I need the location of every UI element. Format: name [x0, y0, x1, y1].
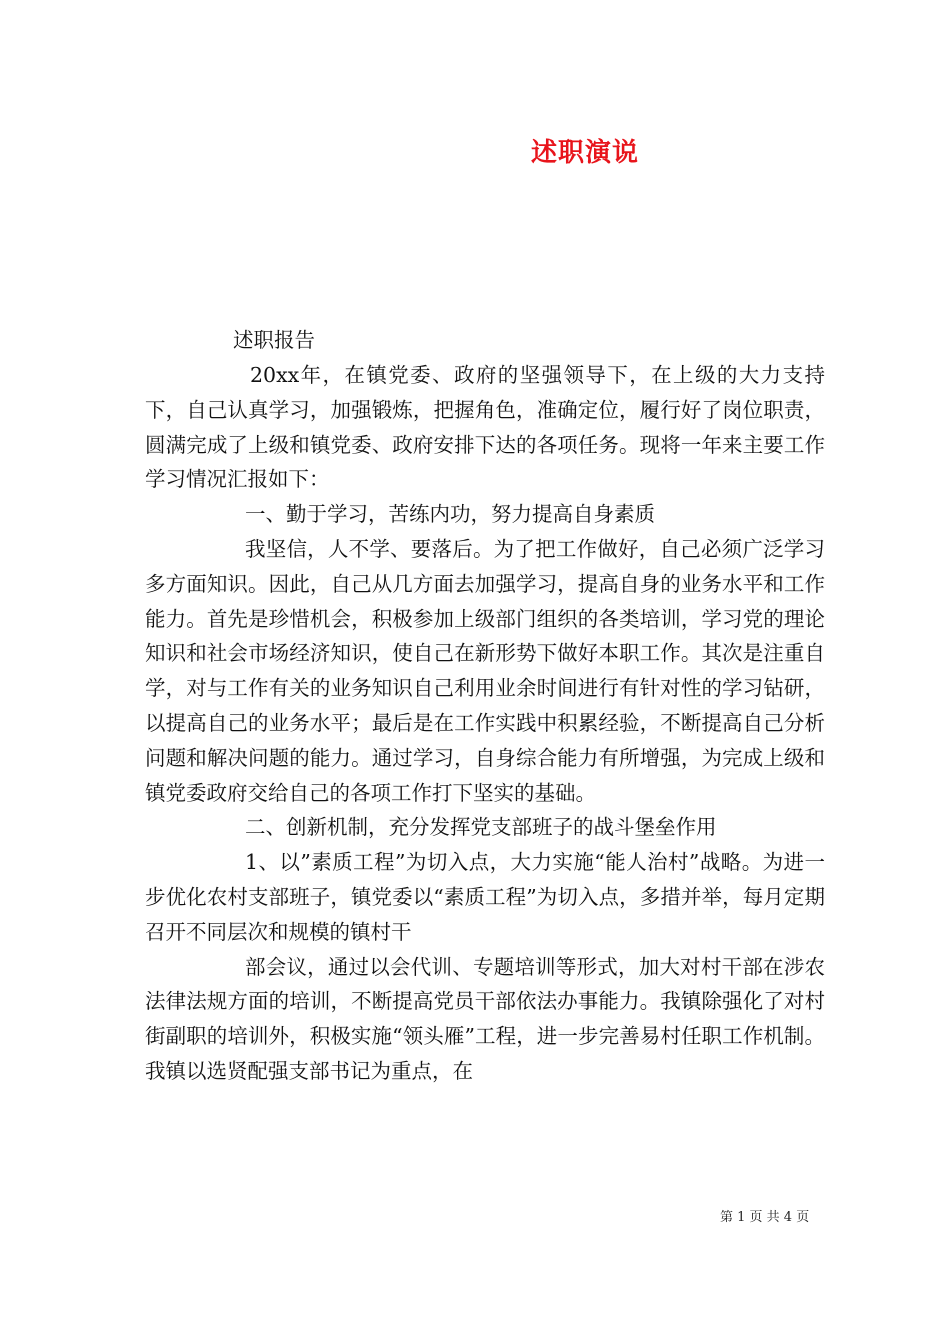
- paragraph: 部会议，通过以会代训、专题培训等形式，加大对村干部在涉农法律法规方面的培训，不断提高党员干部依法办事能力。我镇除强化了对村街副职的培训外，积极实施“领头雁”工程，进一步完善易村任职工作机制。我镇以选贤配强支部书记为重点，在: [145, 954, 825, 1083]
- paragraph: 1、以”素质工程”为切入点，大力实施“能人治村”战略。为进一步优化农村支部班子，镇党委以“素质工程”为切入点，多措并举，每月定期召开不同层次和规模的镇村干: [145, 850, 825, 944]
- section-heading: 二、创新机制，充分发挥党支部班子的战斗堡垒作用: [245, 815, 717, 840]
- section-heading: 一、勤于学习，苦练内功，努力提高自身素质: [245, 502, 655, 527]
- paragraph: 20xx年，在镇党委、政府的坚强领导下，在上级的大力支持下，自己认真学习，加强锻炼，把握角色，准确定位，履行好了岗位职责，圆满完成了上级和镇党委、政府安排下达的各项任务。现将一年来主要工作学习情况汇报如下：: [145, 363, 825, 492]
- paragraph: 我坚信，人不学、要落后。为了把工作做好，自己必须广泛学习多方面知识。因此，自己从几方面去加强学习，提高自身的业务水平和工作能力。首先是珍惜机会，积极参加上级部门组织的各类培训，学习党的理论知识和社会市场经济知识，使自己在新形势下做好本职工作。其次是注重自学，对与工作有关的业务知识自己利用业余时间进行有针对性的学习钻研，以提高自己的业务水平；最后是在工作实践中积累经验，不断提高自己分析问题和解决问题的能力。通过学习，自身综合能力有所增强，为完成上级和镇党委政府交给自己的各项工作打下坚实的基础。: [145, 536, 825, 805]
- document-body: [145, 358, 825, 1089]
- document-subtitle: 述职报告: [233, 328, 315, 352]
- document-title: 述职演说: [530, 138, 639, 168]
- page-footer: 第 1 页 共 4 页: [720, 1210, 810, 1225]
